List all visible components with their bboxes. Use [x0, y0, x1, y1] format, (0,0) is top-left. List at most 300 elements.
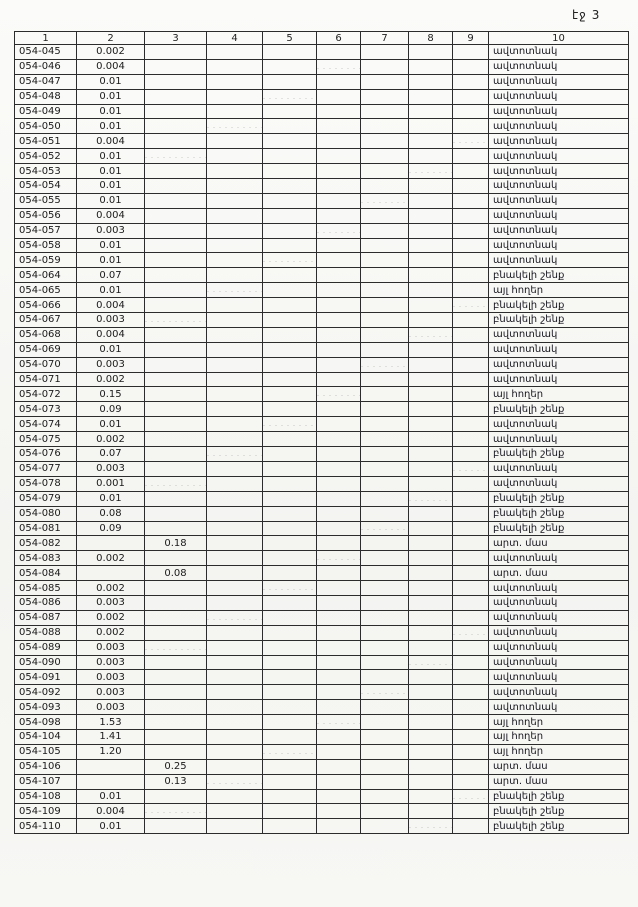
empty-cell — [263, 253, 317, 268]
header-cell: 3 — [145, 32, 207, 45]
empty-cell — [453, 74, 489, 89]
parcel-code-cell: 054-081 — [15, 521, 77, 536]
empty-cell — [453, 268, 489, 283]
empty-cell — [207, 134, 263, 149]
land-use-cell: ավտոտնակ — [489, 149, 629, 164]
empty-cell — [317, 521, 361, 536]
table-row — [15, 372, 629, 387]
land-use-cell: ավտոտնակ — [489, 253, 629, 268]
table-row — [15, 313, 629, 328]
empty-cell — [207, 447, 263, 462]
empty-cell — [207, 59, 263, 74]
land-use-cell: ավտոտնակ — [489, 164, 629, 179]
land-use-cell: ավտոտնակ — [489, 461, 629, 476]
area-value-cell — [145, 357, 207, 372]
empty-cell — [207, 476, 263, 491]
table-row — [15, 536, 629, 551]
empty-cell — [453, 536, 489, 551]
empty-cell — [317, 610, 361, 625]
land-use-cell: ավտոտնակ — [489, 640, 629, 655]
empty-cell — [453, 59, 489, 74]
empty-cell — [207, 536, 263, 551]
empty-cell — [409, 729, 453, 744]
land-use-cell: արտ. մաս — [489, 566, 629, 581]
land-use-cell: արտ. մաս — [489, 536, 629, 551]
area-value-cell — [145, 581, 207, 596]
empty-cell — [453, 327, 489, 342]
empty-cell — [361, 342, 409, 357]
area-value-cell — [145, 268, 207, 283]
table-row — [15, 89, 629, 104]
empty-cell — [207, 193, 263, 208]
table-row — [15, 789, 629, 804]
land-use-cell: այլ հողեր — [489, 387, 629, 402]
area-value-cell — [145, 238, 207, 253]
empty-cell — [409, 104, 453, 119]
empty-cell — [453, 461, 489, 476]
land-use-cell: բնակելի շենք — [489, 789, 629, 804]
area-value-cell: 0.003 — [77, 670, 145, 685]
parcel-code-cell: 054-048 — [15, 89, 77, 104]
empty-cell — [409, 655, 453, 670]
empty-cell — [317, 655, 361, 670]
empty-cell — [453, 417, 489, 432]
empty-cell — [317, 432, 361, 447]
table-row — [15, 759, 629, 774]
empty-cell — [361, 566, 409, 581]
area-value-cell — [145, 223, 207, 238]
empty-cell — [453, 253, 489, 268]
empty-cell — [317, 700, 361, 715]
empty-cell — [263, 179, 317, 194]
table-body — [15, 45, 629, 834]
empty-cell — [263, 476, 317, 491]
empty-cell — [207, 506, 263, 521]
land-use-cell: ավտոտնակ — [489, 59, 629, 74]
empty-cell — [317, 476, 361, 491]
empty-cell — [317, 566, 361, 581]
empty-cell — [263, 327, 317, 342]
empty-cell — [453, 670, 489, 685]
empty-cell — [317, 372, 361, 387]
land-use-cell: ավտոտնակ — [489, 119, 629, 134]
area-value-cell: 0.002 — [77, 551, 145, 566]
empty-cell — [263, 432, 317, 447]
table-row — [15, 804, 629, 819]
empty-cell — [207, 179, 263, 194]
empty-cell — [317, 759, 361, 774]
area-value-cell — [145, 744, 207, 759]
area-value-cell: 0.002 — [77, 45, 145, 60]
table-row — [15, 655, 629, 670]
empty-cell — [361, 670, 409, 685]
area-value-cell: 0.08 — [77, 506, 145, 521]
empty-cell — [361, 179, 409, 194]
empty-cell — [317, 744, 361, 759]
empty-cell — [207, 581, 263, 596]
area-value-cell — [145, 625, 207, 640]
parcel-code-cell: 054-080 — [15, 506, 77, 521]
empty-cell — [453, 208, 489, 223]
empty-cell — [409, 447, 453, 462]
empty-cell — [317, 238, 361, 253]
parcel-code-cell: 054-045 — [15, 45, 77, 60]
empty-cell — [263, 685, 317, 700]
empty-cell — [361, 774, 409, 789]
area-value-cell: 0.003 — [77, 357, 145, 372]
empty-cell — [317, 193, 361, 208]
table-row — [15, 253, 629, 268]
empty-cell — [317, 729, 361, 744]
empty-cell — [207, 149, 263, 164]
land-use-cell: ավտոտնակ — [489, 476, 629, 491]
empty-cell — [409, 715, 453, 730]
table-row — [15, 327, 629, 342]
area-value-cell — [145, 819, 207, 834]
land-use-cell: այլ հողեր — [489, 715, 629, 730]
land-use-cell: ավտոտնակ — [489, 238, 629, 253]
area-value-cell — [145, 402, 207, 417]
empty-cell — [453, 640, 489, 655]
empty-cell — [207, 238, 263, 253]
area-value-cell — [145, 655, 207, 670]
empty-cell — [207, 432, 263, 447]
land-use-cell: ավտոտնակ — [489, 417, 629, 432]
area-value-cell: 0.01 — [77, 819, 145, 834]
area-value-cell — [77, 566, 145, 581]
area-value-cell: 0.002 — [77, 581, 145, 596]
empty-cell — [207, 804, 263, 819]
land-use-cell: արտ. մաս — [489, 774, 629, 789]
header-cell: 1 — [15, 32, 77, 45]
area-value-cell: 1.53 — [77, 715, 145, 730]
empty-cell — [317, 164, 361, 179]
empty-cell — [361, 134, 409, 149]
area-value-cell — [145, 164, 207, 179]
empty-cell — [409, 461, 453, 476]
land-use-cell: բնակելի շենք — [489, 506, 629, 521]
empty-cell — [361, 581, 409, 596]
area-value-cell — [145, 193, 207, 208]
empty-cell — [317, 74, 361, 89]
table-row — [15, 506, 629, 521]
empty-cell — [453, 729, 489, 744]
area-value-cell — [145, 729, 207, 744]
area-value-cell: 0.07 — [77, 447, 145, 462]
empty-cell — [317, 208, 361, 223]
empty-cell — [409, 208, 453, 223]
empty-cell — [361, 45, 409, 60]
empty-cell — [207, 521, 263, 536]
area-value-cell — [77, 536, 145, 551]
parcel-table — [14, 31, 629, 834]
empty-cell — [207, 342, 263, 357]
header-cell: 4 — [207, 32, 263, 45]
area-value-cell: 0.003 — [77, 700, 145, 715]
land-use-cell: ավտոտնակ — [489, 357, 629, 372]
empty-cell — [317, 298, 361, 313]
empty-cell — [207, 461, 263, 476]
empty-cell — [361, 193, 409, 208]
empty-cell — [263, 804, 317, 819]
empty-cell — [263, 506, 317, 521]
empty-cell — [453, 551, 489, 566]
empty-cell — [453, 387, 489, 402]
empty-cell — [317, 685, 361, 700]
empty-cell — [317, 134, 361, 149]
land-use-cell: ավտոտնակ — [489, 625, 629, 640]
empty-cell — [317, 179, 361, 194]
empty-cell — [409, 283, 453, 298]
empty-cell — [409, 491, 453, 506]
empty-cell — [361, 700, 409, 715]
table-row — [15, 268, 629, 283]
empty-cell — [263, 551, 317, 566]
empty-cell — [409, 74, 453, 89]
empty-cell — [317, 149, 361, 164]
empty-cell — [453, 655, 489, 670]
empty-cell — [361, 804, 409, 819]
header-cell: 10 — [489, 32, 629, 45]
empty-cell — [317, 89, 361, 104]
empty-cell — [453, 700, 489, 715]
land-use-cell: ավտոտնակ — [489, 685, 629, 700]
parcel-code-cell: 054-070 — [15, 357, 77, 372]
empty-cell — [361, 253, 409, 268]
empty-cell — [263, 372, 317, 387]
empty-cell — [207, 357, 263, 372]
empty-cell — [453, 759, 489, 774]
empty-cell — [207, 551, 263, 566]
empty-cell — [409, 521, 453, 536]
empty-cell — [263, 45, 317, 60]
parcel-code-cell: 054-067 — [15, 313, 77, 328]
land-use-cell: բնակելի շենք — [489, 491, 629, 506]
parcel-code-cell: 054-071 — [15, 372, 77, 387]
area-value-cell — [145, 298, 207, 313]
table-row — [15, 45, 629, 60]
land-use-cell: ավտոտնակ — [489, 595, 629, 610]
empty-cell — [453, 476, 489, 491]
table-row — [15, 640, 629, 655]
empty-cell — [317, 268, 361, 283]
empty-cell — [263, 759, 317, 774]
empty-cell — [207, 327, 263, 342]
parcel-code-cell: 054-077 — [15, 461, 77, 476]
area-value-cell: 0.002 — [77, 432, 145, 447]
empty-cell — [361, 432, 409, 447]
empty-cell — [361, 789, 409, 804]
empty-cell — [263, 789, 317, 804]
area-value-cell — [145, 461, 207, 476]
table-row — [15, 700, 629, 715]
land-use-cell: այլ հողեր — [489, 744, 629, 759]
land-use-cell: բնակելի շենք — [489, 313, 629, 328]
empty-cell — [409, 744, 453, 759]
empty-cell — [361, 744, 409, 759]
empty-cell — [453, 715, 489, 730]
table-row — [15, 729, 629, 744]
empty-cell — [409, 506, 453, 521]
empty-cell — [317, 461, 361, 476]
empty-cell — [263, 59, 317, 74]
empty-cell — [409, 581, 453, 596]
empty-cell — [409, 759, 453, 774]
area-value-cell: 1.20 — [77, 744, 145, 759]
empty-cell — [207, 610, 263, 625]
parcel-code-cell: 054-052 — [15, 149, 77, 164]
empty-cell — [317, 536, 361, 551]
area-value-cell — [145, 208, 207, 223]
table-row — [15, 551, 629, 566]
header-cell: 6 — [317, 32, 361, 45]
empty-cell — [207, 595, 263, 610]
land-use-cell: բնակելի շենք — [489, 268, 629, 283]
area-value-cell: 0.13 — [145, 774, 207, 789]
area-value-cell: 0.003 — [77, 655, 145, 670]
empty-cell — [263, 74, 317, 89]
parcel-code-cell: 054-073 — [15, 402, 77, 417]
area-value-cell: 0.01 — [77, 417, 145, 432]
empty-cell — [317, 342, 361, 357]
empty-cell — [207, 283, 263, 298]
area-value-cell — [145, 253, 207, 268]
parcel-code-cell: 054-046 — [15, 59, 77, 74]
empty-cell — [409, 625, 453, 640]
area-value-cell — [145, 640, 207, 655]
empty-cell — [207, 402, 263, 417]
empty-cell — [409, 476, 453, 491]
area-value-cell: 0.01 — [77, 342, 145, 357]
empty-cell — [263, 774, 317, 789]
area-value-cell — [145, 685, 207, 700]
empty-cell — [207, 387, 263, 402]
empty-cell — [409, 819, 453, 834]
header-row — [15, 32, 629, 45]
empty-cell — [263, 283, 317, 298]
empty-cell — [263, 298, 317, 313]
empty-cell — [453, 625, 489, 640]
parcel-code-cell: 054-087 — [15, 610, 77, 625]
area-value-cell — [145, 804, 207, 819]
parcel-code-cell: 054-049 — [15, 104, 77, 119]
empty-cell — [317, 819, 361, 834]
area-value-cell: 0.002 — [77, 610, 145, 625]
empty-cell — [207, 89, 263, 104]
table-row — [15, 670, 629, 685]
empty-cell — [361, 759, 409, 774]
empty-cell — [361, 164, 409, 179]
empty-cell — [453, 685, 489, 700]
table-row — [15, 208, 629, 223]
empty-cell — [361, 387, 409, 402]
area-value-cell: 0.01 — [77, 789, 145, 804]
table-row — [15, 134, 629, 149]
empty-cell — [409, 566, 453, 581]
empty-cell — [361, 238, 409, 253]
empty-cell — [453, 298, 489, 313]
empty-cell — [453, 179, 489, 194]
empty-cell — [207, 625, 263, 640]
parcel-code-cell: 054-053 — [15, 164, 77, 179]
empty-cell — [263, 119, 317, 134]
parcel-code-cell: 054-107 — [15, 774, 77, 789]
empty-cell — [207, 313, 263, 328]
empty-cell — [361, 372, 409, 387]
area-value-cell: 0.15 — [77, 387, 145, 402]
area-value-cell — [145, 89, 207, 104]
area-value-cell — [145, 179, 207, 194]
area-value-cell — [145, 789, 207, 804]
table-row — [15, 491, 629, 506]
area-value-cell: 0.01 — [77, 104, 145, 119]
parcel-code-cell: 054-058 — [15, 238, 77, 253]
land-use-cell: ավտոտնակ — [489, 327, 629, 342]
empty-cell — [317, 223, 361, 238]
parcel-code-cell: 054-051 — [15, 134, 77, 149]
empty-cell — [207, 789, 263, 804]
land-use-cell: ավտոտնակ — [489, 74, 629, 89]
empty-cell — [361, 536, 409, 551]
empty-cell — [361, 89, 409, 104]
table-row — [15, 625, 629, 640]
empty-cell — [361, 327, 409, 342]
empty-cell — [263, 104, 317, 119]
area-value-cell: 0.004 — [77, 804, 145, 819]
land-use-cell: բնակելի շենք — [489, 819, 629, 834]
empty-cell — [361, 283, 409, 298]
empty-cell — [263, 164, 317, 179]
empty-cell — [361, 208, 409, 223]
parcel-code-cell: 054-083 — [15, 551, 77, 566]
empty-cell — [263, 491, 317, 506]
parcel-code-cell: 054-076 — [15, 447, 77, 462]
table-row — [15, 342, 629, 357]
table-row — [15, 223, 629, 238]
header-cell: 2 — [77, 32, 145, 45]
empty-cell — [361, 402, 409, 417]
parcel-code-cell: 054-068 — [15, 327, 77, 342]
empty-cell — [409, 164, 453, 179]
land-use-cell: բնակելի շենք — [489, 521, 629, 536]
area-value-cell: 0.01 — [77, 149, 145, 164]
empty-cell — [453, 595, 489, 610]
land-use-cell: բնակելի շենք — [489, 804, 629, 819]
area-value-cell: 1.41 — [77, 729, 145, 744]
land-use-cell: ավտոտնակ — [489, 134, 629, 149]
empty-cell — [207, 819, 263, 834]
header-cell: 5 — [263, 32, 317, 45]
empty-cell — [409, 327, 453, 342]
empty-cell — [263, 521, 317, 536]
empty-cell — [453, 164, 489, 179]
area-value-cell — [145, 610, 207, 625]
empty-cell — [453, 134, 489, 149]
table-row — [15, 432, 629, 447]
parcel-code-cell: 054-084 — [15, 566, 77, 581]
empty-cell — [263, 402, 317, 417]
empty-cell — [453, 149, 489, 164]
empty-cell — [361, 685, 409, 700]
empty-cell — [207, 74, 263, 89]
area-value-cell — [145, 506, 207, 521]
parcel-code-cell: 054-090 — [15, 655, 77, 670]
empty-cell — [361, 357, 409, 372]
empty-cell — [361, 447, 409, 462]
empty-cell — [263, 313, 317, 328]
empty-cell — [317, 417, 361, 432]
empty-cell — [409, 551, 453, 566]
